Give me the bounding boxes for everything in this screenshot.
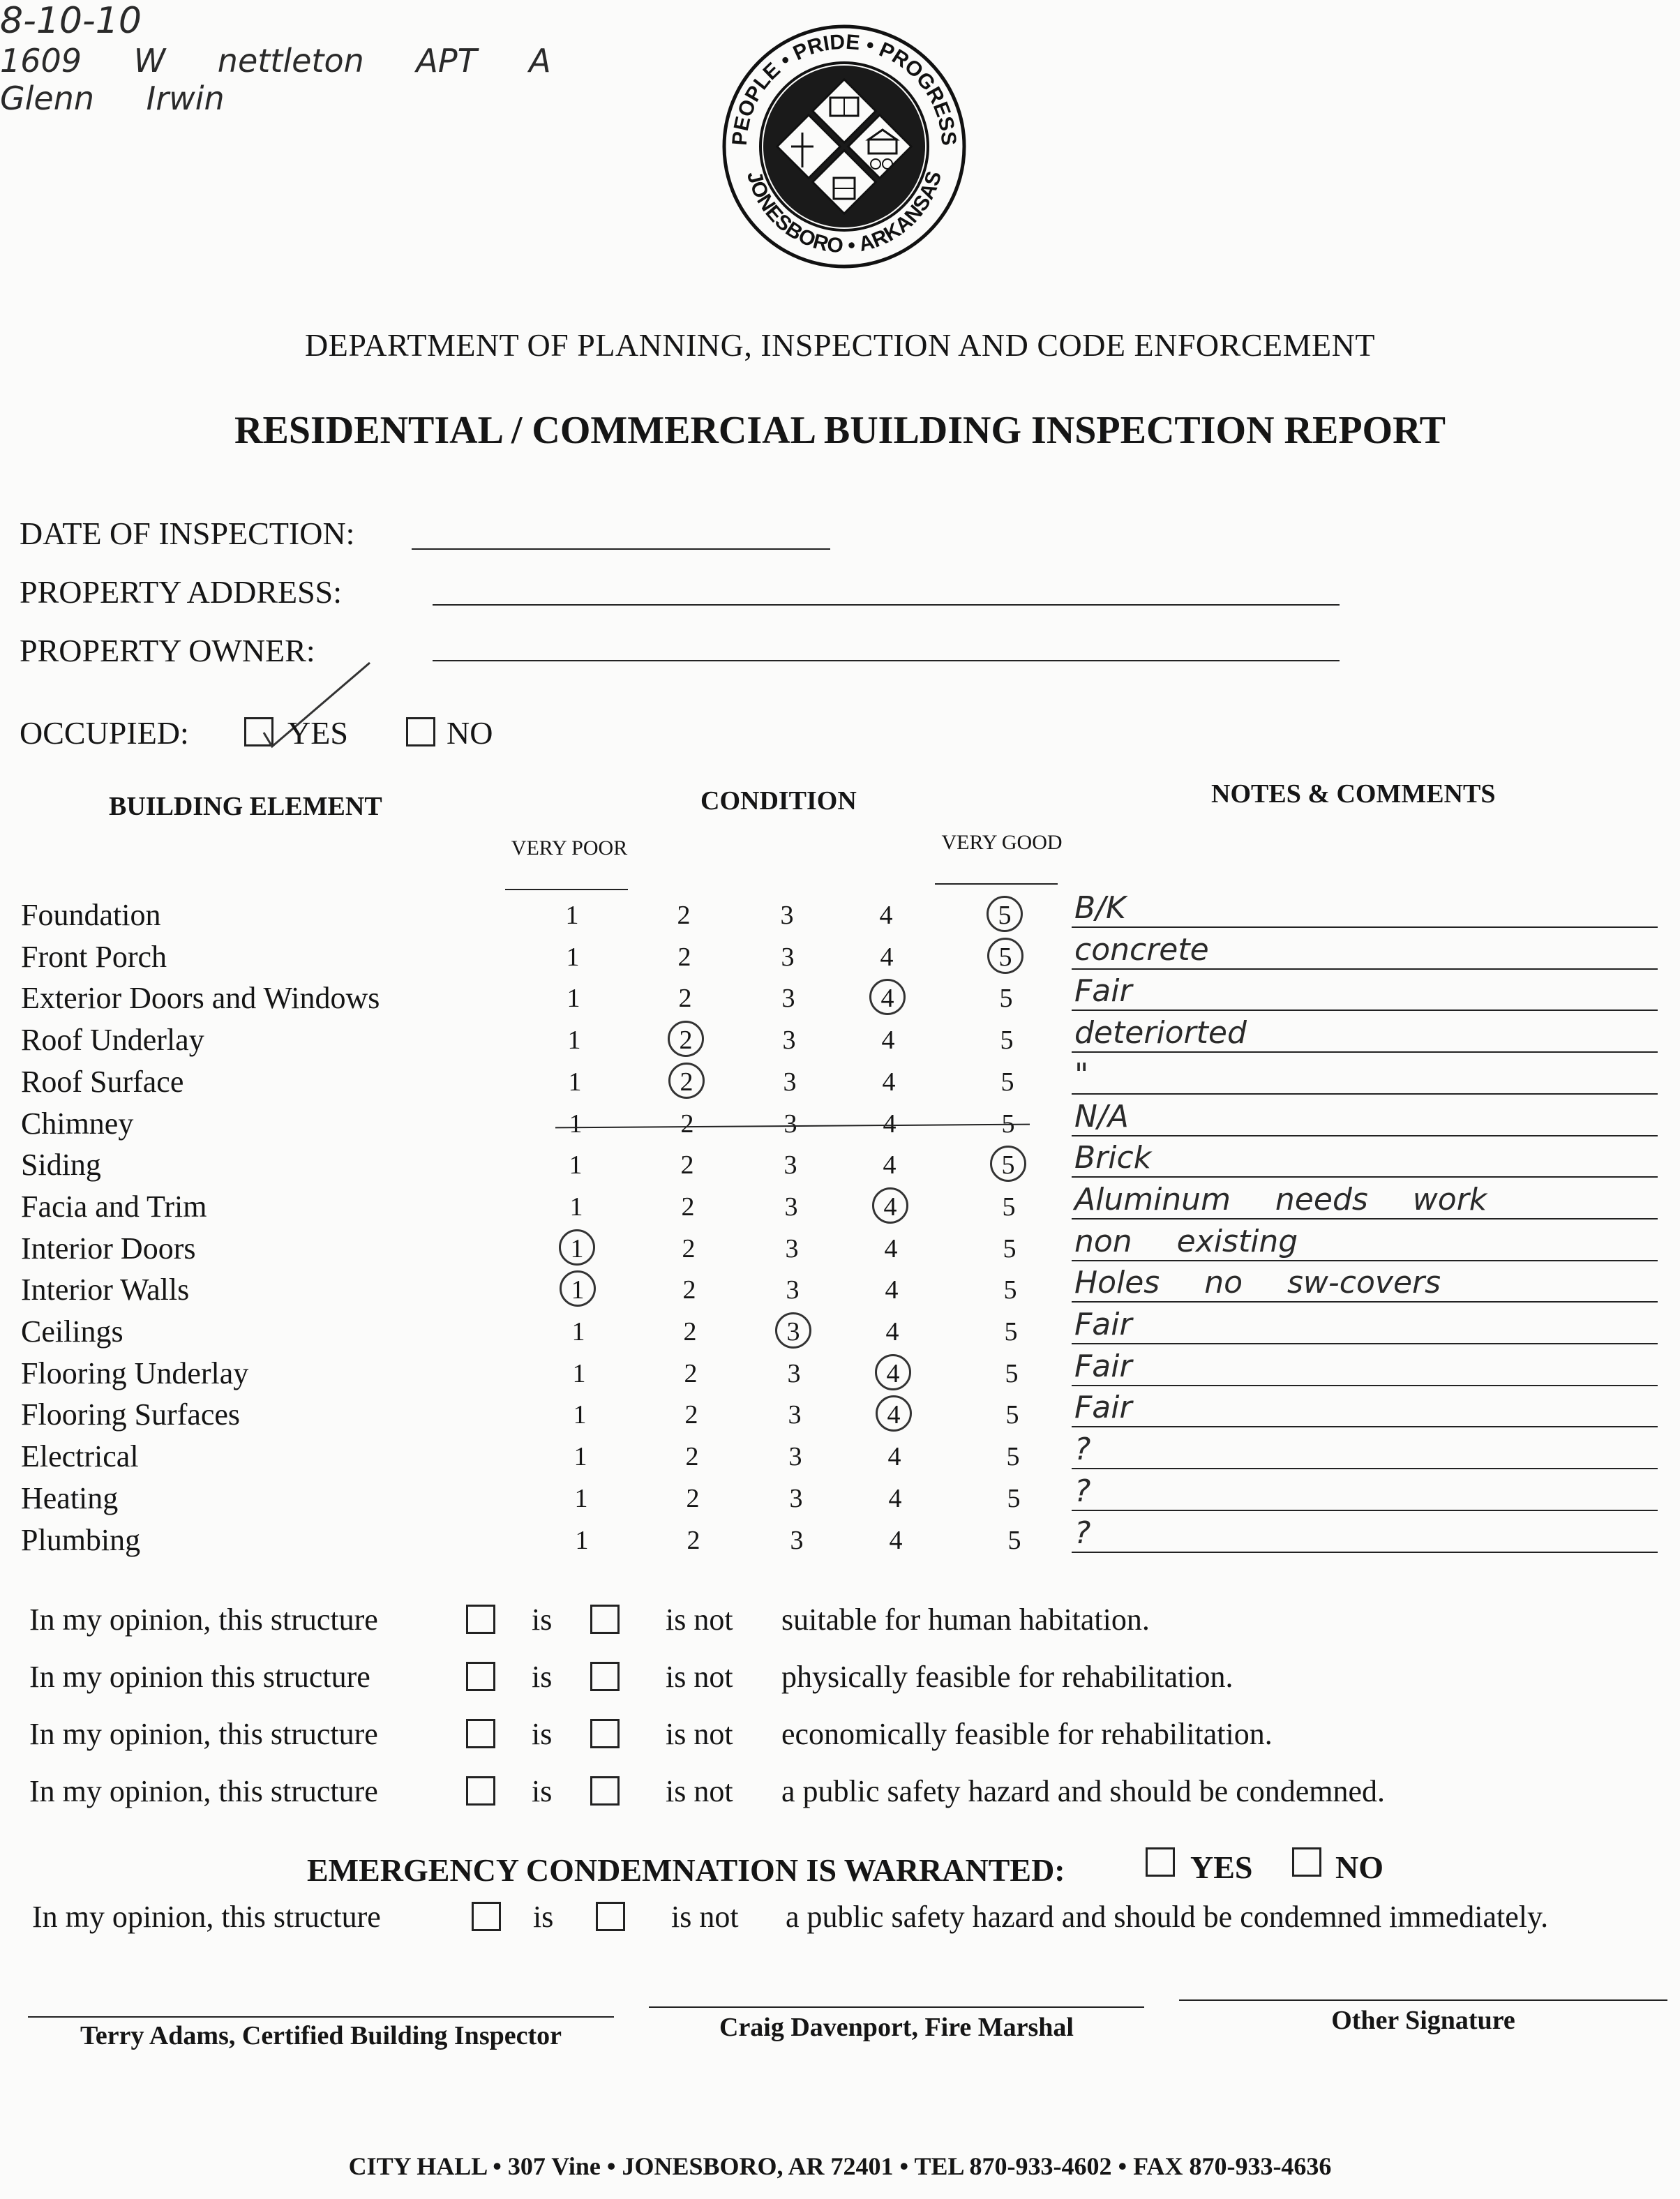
rating-option[interactable]: 2 <box>679 1026 693 1055</box>
note-text[interactable]: non existing <box>1074 1224 1298 1259</box>
rating-option[interactable]: 1 <box>573 1400 587 1429</box>
rating-option[interactable]: 2 <box>678 984 692 1013</box>
rating-option[interactable]: 1 <box>570 1234 584 1263</box>
occupied-label: OCCUPIED: <box>20 715 189 751</box>
note-text[interactable]: Fair <box>1074 1390 1132 1425</box>
selected-rating-circle <box>875 1354 911 1390</box>
rating-option[interactable]: 3 <box>788 1442 802 1471</box>
element-label: Front Porch <box>21 940 167 974</box>
note-text[interactable]: concrete <box>1074 932 1209 968</box>
note-underline <box>1072 1552 1658 1553</box>
opinion-suffix: a public safety hazard and should be condemned. <box>781 1774 1386 1808</box>
note-underline <box>1072 1426 1658 1427</box>
element-label: Siding <box>21 1148 101 1182</box>
opinion-is-checkbox[interactable] <box>466 1605 495 1634</box>
rating-option[interactable]: 5 <box>998 901 1012 930</box>
rating-option[interactable]: 5 <box>1001 1150 1015 1180</box>
rating-option[interactable]: 2 <box>686 1484 700 1513</box>
rating-option[interactable]: 4 <box>887 1400 901 1429</box>
rating-option[interactable]: 4 <box>889 1526 903 1555</box>
rating-option[interactable]: 3 <box>786 1275 800 1305</box>
very-poor-underline <box>505 889 628 890</box>
rating-option[interactable]: 3 <box>785 1234 799 1263</box>
rating-option[interactable]: 3 <box>781 984 795 1013</box>
opinion-is-not-label: is not <box>666 1603 733 1637</box>
rating-option[interactable]: 5 <box>1004 1317 1018 1346</box>
rating-option[interactable]: 3 <box>783 1067 797 1097</box>
notes-header: NOTES & COMMENTS <box>1211 779 1496 809</box>
note-text[interactable]: Aluminum needs work <box>1074 1182 1487 1217</box>
rating-option[interactable]: 3 <box>782 1026 796 1055</box>
rating-option[interactable]: 2 <box>680 1067 693 1097</box>
rating-option[interactable]: 4 <box>881 1026 895 1055</box>
rating-option[interactable]: 3 <box>789 1484 803 1513</box>
selected-rating-circle <box>876 1395 912 1432</box>
note-underline <box>1072 1260 1658 1261</box>
opinion-is-checkbox[interactable] <box>466 1662 495 1691</box>
selected-rating-circle <box>987 938 1023 974</box>
opinion-suffix: physically feasible for rehabilitation. <box>781 1660 1233 1694</box>
rating-option[interactable]: 3 <box>788 1400 802 1429</box>
selected-rating-circle <box>869 979 906 1015</box>
rating-option[interactable]: 2 <box>682 1275 696 1305</box>
rating-option[interactable]: 1 <box>569 1192 583 1222</box>
department-name: DEPARTMENT OF PLANNING, INSPECTION AND CODE ENFORCEMENT <box>305 327 1375 363</box>
rating-option[interactable]: 4 <box>885 1317 899 1346</box>
inspector-signature-line <box>28 2016 614 2018</box>
rating-option[interactable]: 1 <box>572 1359 586 1388</box>
element-label: Flooring Surfaces <box>21 1397 241 1432</box>
opinion-is-not-label: is not <box>666 1717 733 1751</box>
rating-option[interactable]: 2 <box>687 1526 700 1555</box>
rating-option[interactable]: 4 <box>883 1192 897 1222</box>
rating-option[interactable]: 1 <box>569 1150 583 1180</box>
fire-marshal-signature-line <box>649 2006 1144 2008</box>
inspector-signature-label: Terry Adams, Certified Building Inspector <box>80 2021 562 2050</box>
selected-rating-circle <box>559 1229 595 1266</box>
rating-option[interactable]: 4 <box>884 1234 898 1263</box>
note-underline <box>1072 1051 1658 1053</box>
note-text[interactable]: ? <box>1074 1473 1091 1509</box>
selected-rating-circle <box>990 1146 1026 1182</box>
rating-option[interactable]: 3 <box>783 1150 797 1180</box>
element-label: Interior Walls <box>21 1273 190 1307</box>
rating-option[interactable]: 4 <box>880 984 894 1013</box>
note-underline <box>1072 1301 1658 1303</box>
rating-option[interactable]: 5 <box>1000 1067 1014 1097</box>
opinion-suffix: suitable for human habitation. <box>781 1603 1150 1637</box>
date-underline <box>412 548 830 550</box>
fire-marshal-signature-label: Craig Davenport, Fire Marshal <box>719 2013 1074 2042</box>
address-label: PROPERTY ADDRESS: <box>20 574 343 610</box>
opinion-is-not-checkbox[interactable] <box>590 1776 620 1806</box>
rating-option[interactable]: 5 <box>1000 1026 1014 1055</box>
rating-option[interactable]: 3 <box>781 943 795 972</box>
note-underline <box>1072 1010 1658 1011</box>
note-text[interactable]: Fair <box>1074 1307 1132 1342</box>
element-label: Heating <box>21 1481 119 1515</box>
rating-option[interactable]: 2 <box>684 1400 698 1429</box>
selected-rating-circle <box>775 1312 811 1349</box>
rating-option[interactable]: 4 <box>887 1442 901 1471</box>
address-underline <box>433 604 1340 606</box>
seal-bottom-text: JONESBORO • ARKANSAS <box>742 168 947 258</box>
rating-option[interactable]: 1 <box>575 1526 589 1555</box>
opinion-prefix: In my opinion this structure <box>29 1660 370 1694</box>
rating-option[interactable]: 1 <box>565 901 579 930</box>
note-text[interactable]: Fair <box>1074 973 1132 1009</box>
note-text[interactable]: Holes no sw-covers <box>1074 1265 1441 1300</box>
note-text[interactable]: Fair <box>1074 1349 1132 1384</box>
rating-option[interactable]: 2 <box>680 1109 694 1139</box>
rating-option[interactable]: 5 <box>1003 1275 1017 1305</box>
opinion-is-label: is <box>532 1717 553 1751</box>
emergency-no-label: NO <box>1335 1849 1383 1885</box>
element-label: Facia and Trim <box>21 1189 207 1224</box>
rating-option[interactable]: 5 <box>1007 1526 1021 1555</box>
footer-contact: CITY HALL • 307 Vine • JONESBORO, AR 72401 • TEL 870-933-4602 • FAX 870-933-4636 <box>348 2152 1332 2180</box>
rating-option[interactable]: 2 <box>677 943 691 972</box>
emergency-opinion-suffix: a public safety hazard and should be condemned immediately. <box>786 1900 1549 1934</box>
rating-option[interactable]: 4 <box>883 1150 897 1180</box>
rating-option[interactable]: 2 <box>681 1192 695 1222</box>
element-label: Roof Underlay <box>21 1023 204 1057</box>
rating-option[interactable]: 5 <box>1001 1109 1015 1139</box>
emergency-is-checkbox[interactable] <box>472 1902 501 1931</box>
rating-option[interactable]: 2 <box>684 1359 698 1388</box>
opinion-is-not-checkbox[interactable] <box>590 1605 620 1634</box>
note-underline <box>1072 968 1658 970</box>
rating-option[interactable]: 4 <box>883 1109 897 1139</box>
very-good-label: VERY GOOD <box>941 831 1063 854</box>
element-label: Roof Surface <box>21 1065 184 1099</box>
note-text[interactable]: ? <box>1074 1515 1091 1551</box>
opinion-is-not-label: is not <box>666 1774 733 1808</box>
emergency-no-checkbox[interactable] <box>1292 1847 1321 1877</box>
rating-option[interactable]: 4 <box>880 943 894 972</box>
owner-value[interactable]: Glenn Irwin <box>0 80 225 117</box>
owner-label: PROPERTY OWNER: <box>20 633 315 668</box>
occupied-no-checkbox[interactable] <box>406 717 435 746</box>
rating-option[interactable]: 4 <box>886 1359 900 1388</box>
occupied-no-label: NO <box>447 715 493 751</box>
note-text[interactable]: ? <box>1074 1432 1091 1467</box>
building-element-header: BUILDING ELEMENT <box>109 792 382 821</box>
rating-option[interactable]: 5 <box>998 943 1012 972</box>
note-underline <box>1072 1343 1658 1344</box>
note-underline <box>1072 1176 1658 1178</box>
rating-option[interactable]: 1 <box>567 1026 581 1055</box>
emergency-yes-label: YES <box>1190 1849 1253 1885</box>
address-value[interactable]: 1609 W nettleton APT A <box>0 42 551 80</box>
other-signature-label: Other Signature <box>1331 2006 1515 2035</box>
note-text[interactable]: B/K <box>1074 890 1126 926</box>
rating-option[interactable]: 2 <box>682 1234 696 1263</box>
rating-option[interactable]: 2 <box>680 1150 694 1180</box>
note-text[interactable]: N/A <box>1074 1099 1129 1134</box>
opinion-prefix: In my opinion, this structure <box>29 1774 378 1808</box>
emergency-label: EMERGENCY CONDEMNATION IS WARRANTED: <box>307 1852 1065 1888</box>
opinion-suffix: economically feasible for rehabilitation. <box>781 1717 1273 1751</box>
opinion-is-not-checkbox[interactable] <box>590 1662 620 1691</box>
rating-option[interactable]: 3 <box>784 1192 798 1222</box>
selected-rating-circle <box>668 1063 705 1099</box>
note-underline <box>1072 1093 1658 1095</box>
note-text[interactable]: " <box>1074 1057 1089 1093</box>
opinion-is-label: is <box>532 1774 553 1808</box>
opinion-is-checkbox[interactable] <box>466 1776 495 1806</box>
rating-option[interactable]: 5 <box>1005 1359 1019 1388</box>
rating-option[interactable]: 5 <box>999 984 1013 1013</box>
rating-option[interactable]: 2 <box>683 1317 697 1346</box>
note-underline <box>1072 1135 1658 1136</box>
rating-option[interactable]: 4 <box>885 1275 899 1305</box>
rating-option[interactable]: 4 <box>882 1067 896 1097</box>
note-text[interactable]: deteriorted <box>1074 1015 1247 1051</box>
selected-rating-circle <box>987 896 1023 932</box>
rating-option[interactable]: 1 <box>573 1442 587 1471</box>
note-underline <box>1072 926 1658 928</box>
rating-option[interactable]: 3 <box>787 1359 801 1388</box>
emergency-opinion-prefix: In my opinion, this structure <box>32 1900 381 1934</box>
rating-option[interactable]: 1 <box>571 1317 585 1346</box>
emergency-is-not-label: is not <box>671 1900 739 1934</box>
rating-option[interactable]: 5 <box>1002 1192 1016 1222</box>
element-label: Exterior Doors and Windows <box>21 981 380 1015</box>
rating-option[interactable]: 1 <box>574 1484 588 1513</box>
report-title: RESIDENTIAL / COMMERCIAL BUILDING INSPECTION REPORT <box>234 409 1446 452</box>
seal-top-text: PEOPLE • PRIDE • PROGRESS <box>728 30 961 147</box>
element-label: Electrical <box>21 1439 139 1473</box>
note-underline <box>1072 1510 1658 1511</box>
opinion-is-not-label: is not <box>666 1660 733 1694</box>
selected-rating-circle <box>560 1270 596 1307</box>
element-label: Ceilings <box>21 1314 123 1349</box>
rating-option[interactable]: 1 <box>567 984 580 1013</box>
emergency-yes-checkbox[interactable] <box>1146 1847 1175 1877</box>
very-poor-label: VERY POOR <box>511 836 628 860</box>
selected-rating-circle <box>668 1021 704 1057</box>
rating-option[interactable]: 1 <box>566 943 580 972</box>
opinion-prefix: In my opinion, this structure <box>29 1717 378 1751</box>
element-label: Flooring Underlay <box>21 1356 249 1390</box>
element-label: Chimney <box>21 1106 134 1141</box>
opinion-is-not-checkbox[interactable] <box>590 1719 620 1748</box>
note-text[interactable]: Brick <box>1074 1140 1152 1176</box>
emergency-is-not-checkbox[interactable] <box>596 1902 625 1931</box>
rating-option[interactable]: 1 <box>571 1275 585 1305</box>
city-seal-logo <box>719 21 970 272</box>
opinion-is-label: is <box>532 1660 553 1694</box>
rating-option[interactable]: 1 <box>569 1109 583 1139</box>
note-underline <box>1072 1468 1658 1469</box>
rating-option[interactable]: 5 <box>1003 1234 1017 1263</box>
rating-option[interactable]: 4 <box>879 901 893 930</box>
rating-option[interactable]: 2 <box>677 901 691 930</box>
rating-option[interactable]: 4 <box>888 1484 902 1513</box>
date-value[interactable]: 8-10-10 <box>0 0 142 42</box>
rating-option[interactable]: 5 <box>1007 1484 1021 1513</box>
owner-underline <box>433 660 1340 661</box>
opinion-is-checkbox[interactable] <box>466 1719 495 1748</box>
rating-option[interactable]: 5 <box>1006 1442 1020 1471</box>
date-label: DATE OF INSPECTION: <box>20 516 355 551</box>
rating-option[interactable]: 5 <box>1005 1400 1019 1429</box>
element-label: Foundation <box>21 898 161 932</box>
rating-option[interactable]: 2 <box>685 1442 699 1471</box>
rating-option[interactable]: 1 <box>568 1067 582 1097</box>
emergency-is-label: is <box>533 1900 554 1934</box>
note-underline <box>1072 1218 1658 1219</box>
very-good-underline <box>935 883 1058 885</box>
element-label: Interior Doors <box>21 1231 196 1266</box>
rating-option[interactable]: 3 <box>783 1109 797 1139</box>
opinion-is-label: is <box>532 1603 553 1637</box>
rating-option[interactable]: 3 <box>780 901 794 930</box>
element-label: Plumbing <box>21 1523 141 1557</box>
condition-header: CONDITION <box>700 786 857 816</box>
occupied-yes-label: YES <box>287 715 348 751</box>
rating-option[interactable]: 3 <box>790 1526 804 1555</box>
other-signature-line <box>1179 1999 1667 2001</box>
opinion-prefix: In my opinion, this structure <box>29 1603 378 1637</box>
selected-rating-circle <box>872 1187 908 1224</box>
rating-option[interactable]: 3 <box>786 1317 800 1346</box>
note-underline <box>1072 1385 1658 1386</box>
